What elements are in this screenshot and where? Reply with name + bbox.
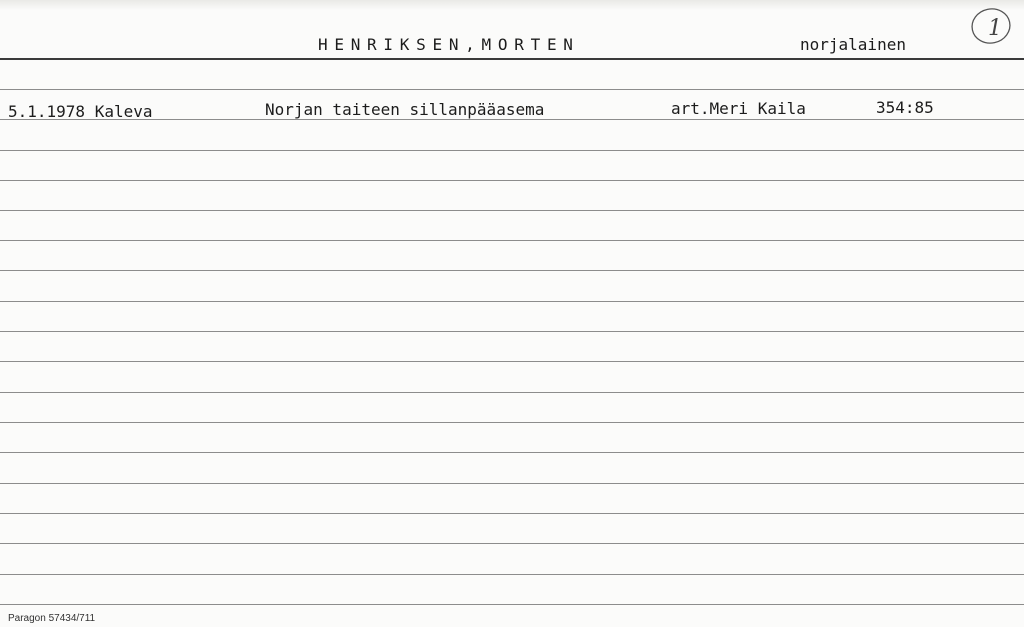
ruled-line [0,150,1024,151]
entry-code: 354:85 [876,98,934,117]
entry-date-source: 5.1.1978 Kaleva [8,102,153,121]
ruled-line [0,301,1024,302]
paper-edge-shading [0,0,1024,10]
ruled-line [0,270,1024,271]
ruled-line [0,240,1024,241]
ruled-line [0,452,1024,453]
card-heading-name: HENRIKSEN,MORTEN [318,35,580,54]
ruled-line [0,483,1024,484]
card-print-code: Paragon 57434/711 [8,613,96,624]
ruled-line [0,361,1024,362]
ruled-line [0,210,1024,211]
ruled-line [0,422,1024,423]
ruled-line [0,543,1024,544]
ruled-line [0,392,1024,393]
circled-card-number [968,5,1014,47]
ruled-line [0,180,1024,181]
header-rule [0,58,1024,60]
nationality-label: norjalainen [800,35,906,54]
card-number: 1 [988,16,1002,41]
ruled-line [0,513,1024,514]
ruled-line [0,331,1024,332]
entry-author: art.Meri Kaila [671,99,806,118]
ruled-line [0,89,1024,90]
entry-title: Norjan taiteen sillanpääasema [265,100,545,119]
ruled-line [0,119,1024,120]
ruled-line [0,604,1024,605]
ruled-line [0,574,1024,575]
